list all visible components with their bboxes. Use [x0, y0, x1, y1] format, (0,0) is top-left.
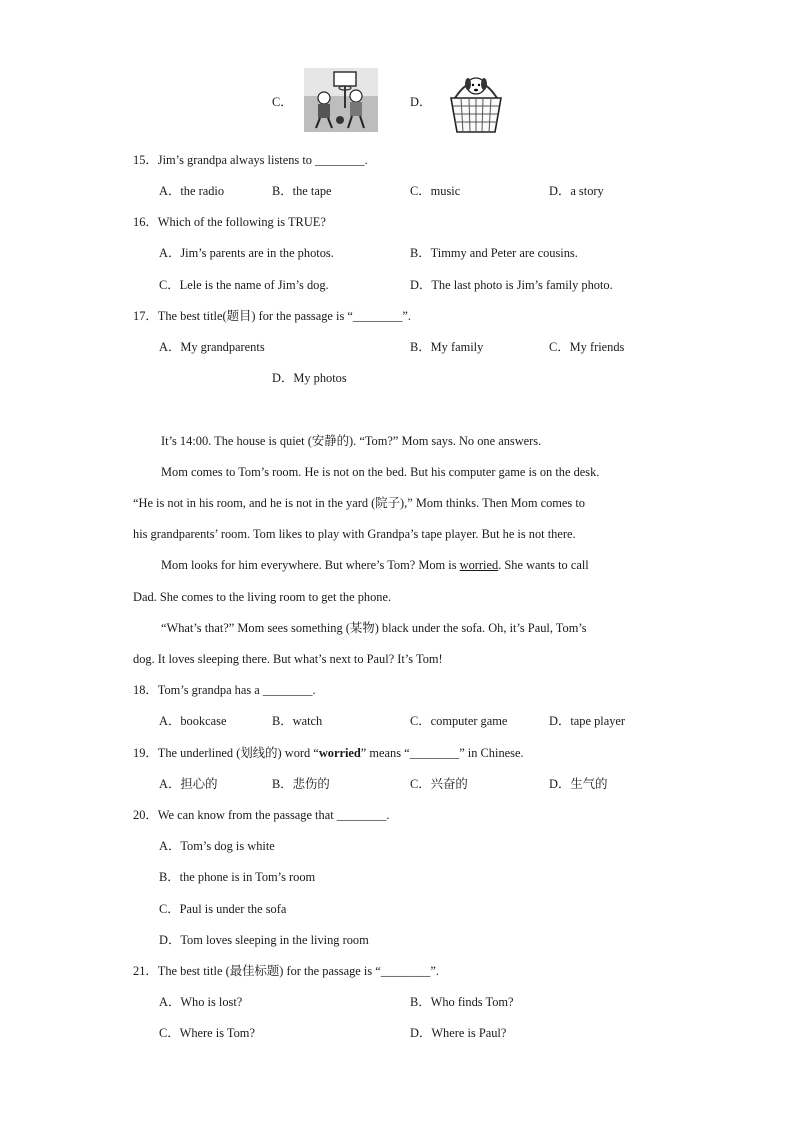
q15-option-a: A．the radio — [159, 184, 225, 198]
q18-option-d: D．tape player — [549, 714, 626, 728]
q17-option-c: C．My friends — [549, 340, 625, 354]
q17-option-a: A．My grandparents — [159, 340, 265, 354]
passage-line-5 — [161, 557, 589, 573]
passage-line-6: Dad. She comes to the living room to get the phone. — [133, 590, 392, 604]
passage-line-7: “What’s that?” Mom sees something (某物) black under the sofa. Oh, it’s Paul, Tom’s — [161, 621, 587, 635]
q19-stem-end: ” means “________” in Chinese. — [360, 746, 524, 760]
q16-option-a: A．Jim’s parents are in the photos. — [159, 246, 334, 260]
q20-option-a: A．Tom’s dog is white — [159, 839, 275, 853]
q21-option-c: C．Where is Tom? — [159, 1026, 255, 1040]
question-17-stem: 17．The best title(题目) for the passage is “________”. — [133, 309, 412, 323]
q18-option-b: B．watch — [272, 714, 323, 728]
question-21-stem: 21．The best title (最佳标题) for the passage is “________”. — [133, 964, 439, 978]
q19-option-c: C．兴奋的 — [410, 777, 468, 791]
q16-option-d: D．The last photo is Jim’s family photo. — [410, 278, 613, 292]
q20-option-b: B．the phone is in Tom’s room — [159, 870, 316, 884]
underlined-word-worried: worried — [459, 558, 499, 572]
q17-option-b: B．My family — [410, 340, 484, 354]
q21-option-a: A．Who is lost? — [159, 995, 243, 1009]
q18-option-a: A．bookcase — [159, 714, 227, 728]
passage-line-4: his grandparents’ room. Tom likes to play with Grandpa’s tape player. But he is not there. — [133, 527, 576, 541]
question-15-stem: 15．Jim’s grandpa always listens to ________. — [133, 153, 368, 167]
dog-in-basket-picture — [447, 72, 505, 134]
q17-option-d: D．My photos — [272, 371, 347, 385]
question-18-stem: 18．Tom’s grandpa has a ________. — [133, 683, 316, 697]
question-16-stem: 16．Which of the following is TRUE? — [133, 215, 326, 229]
q21-option-d: D．Where is Paul? — [410, 1026, 507, 1040]
q20-option-d: D．Tom loves sleeping in the living room — [159, 933, 369, 947]
q15-option-c: C．music — [410, 184, 461, 198]
q15-option-b: B．the tape — [272, 184, 332, 198]
children-playing-basketball-picture — [304, 68, 378, 132]
passage-line-3: “He is not in his room, and he is not in the yard (院子),” Mom thinks. Then Mom comes to — [133, 496, 585, 510]
passage-line-5-end: . She wants to call — [498, 558, 589, 572]
option-d-label: D． — [410, 95, 432, 109]
option-c-label: C． — [272, 95, 293, 109]
question-20-stem: 20．We can know from the passage that ________. — [133, 808, 390, 822]
q19-option-d: D．生气的 — [549, 777, 608, 791]
q19-option-b: B．悲伤的 — [272, 777, 330, 791]
q19-stem-start: 19．The underlined (划线的) word “ — [133, 746, 319, 760]
q19-option-a: A．担心的 — [159, 777, 218, 791]
q19-bold-word: worried — [318, 746, 361, 760]
q21-option-b: B．Who finds Tom? — [410, 995, 514, 1009]
passage-line-1: It’s 14:00. The house is quiet (安静的). “Tom?” Mom says. No one answers. — [161, 434, 542, 448]
question-19-stem — [133, 745, 524, 761]
q15-option-d: D．a story — [549, 184, 604, 198]
passage-line-8: dog. It loves sleeping there. But what’s next to Paul? It’s Tom! — [133, 652, 443, 666]
q16-option-b: B．Timmy and Peter are cousins. — [410, 246, 578, 260]
passage-line-5-start: Mom looks for him everywhere. But where’s Tom? Mom is — [161, 558, 460, 572]
q18-option-c: C．computer game — [410, 714, 508, 728]
q20-option-c: C．Paul is under the sofa — [159, 902, 287, 916]
q16-option-c: C．Lele is the name of Jim’s dog. — [159, 278, 329, 292]
passage-line-2: Mom comes to Tom’s room. He is not on the bed. But his computer game is on the desk. — [161, 465, 600, 479]
